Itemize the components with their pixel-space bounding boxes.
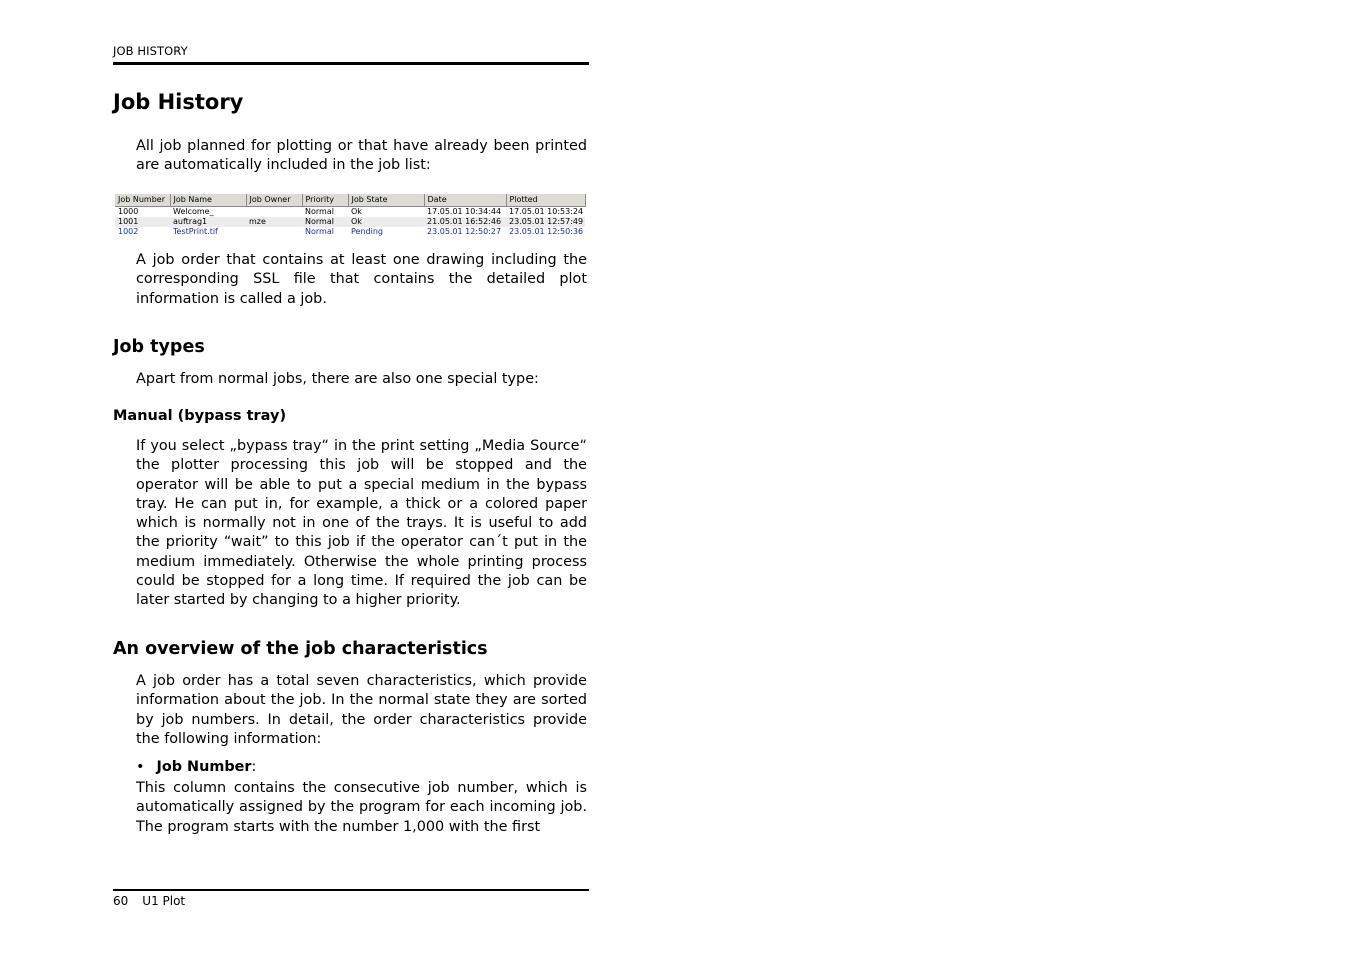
column-header-job-number[interactable]: Job Number	[115, 194, 170, 207]
table-row[interactable]	[115, 207, 585, 218]
cell-job-owner	[246, 227, 302, 237]
table-row[interactable]	[115, 227, 585, 237]
column-header-priority[interactable]: Priority	[302, 194, 348, 207]
cell-job-number: 1002	[118, 227, 139, 236]
cell-plotted: 17.05.01 10:53:24	[509, 207, 584, 216]
cell-date: 17.05.01 10:34:44	[427, 207, 502, 216]
cell-priority: Normal	[302, 217, 348, 227]
page-footer	[113, 894, 185, 908]
bullet-dot: •	[136, 759, 145, 775]
footer-product-name: U1 Plot	[142, 894, 186, 908]
column-header-job-name[interactable]: Job Name	[170, 194, 246, 207]
overview-paragraph: A job order has a total seven characteristics, which provide information about the job. In the normal state they are sorted by job numbers. In detail, the order characteristics provide the following information:	[136, 673, 587, 747]
job-number-paragraph: This column contains the consecutive job number, which is automatically assigned by the program for each incoming job. The program starts with the number 1,000 with the first	[136, 780, 587, 835]
cell-priority: Normal	[305, 207, 334, 216]
footer-rule	[113, 889, 589, 891]
bullet-suffix: :	[251, 759, 257, 775]
cell-date: 23.05.01 12:50:27	[427, 227, 502, 236]
job-types-paragraph: Apart from normal jobs, there are also one special type:	[136, 371, 539, 387]
manual-paragraph: If you select „bypass tray“ in the print setting „Media Source“ the plotter processing this job will be stopped and the operator will be able to put a special medium in the bypass tray. He can put in, for example, a thick or a colored paper which is normally not in one of the trays. It is useful to add the priority “wait” to this job if the operator can´t put in the medium immediately. Otherwise the whole printing process could be stopped for a long time. If required the job can be later started by changing to a higher priority.	[136, 438, 587, 609]
subsection-heading-manual: Manual (bypass tray)	[113, 408, 287, 424]
cell-job-name: auftrag1	[170, 217, 246, 227]
table-header-row	[115, 194, 585, 207]
cell-job-owner: mze	[246, 217, 302, 227]
cell-priority: Normal	[305, 227, 334, 236]
job-definition-paragraph: A job order that contains at least one drawing including the corresponding SSL file that contains the detailed plot information is called a job.	[136, 252, 587, 307]
cell-job-name: Welcome_	[173, 207, 214, 216]
header-rule	[113, 62, 589, 65]
cell-plotted: 23.05.01 12:50:36	[509, 227, 584, 236]
running-header: JOB HISTORY	[113, 44, 188, 58]
cell-job-number: 1001	[115, 217, 170, 227]
cell-job-state: Ok	[348, 217, 424, 227]
cell-date: 21.05.01 16:52:46	[424, 217, 506, 227]
intro-paragraph: All job planned for plotting or that have already been printed are automatically included in the job list:	[136, 138, 587, 174]
cell-job-state: Ok	[351, 207, 362, 216]
cell-plotted: 23.05.01 12:57:49	[506, 217, 585, 227]
section-heading-job-types: Job types	[113, 337, 205, 357]
page-number: 60	[113, 894, 129, 908]
cell-job-name: TestPrint.tif	[173, 227, 218, 236]
section-heading-overview: An overview of the job characteristics	[113, 639, 488, 659]
bullet-item-job-number	[136, 759, 256, 775]
cell-job-owner	[246, 207, 302, 218]
column-header-plotted[interactable]: Plotted	[506, 194, 585, 207]
job-history-table	[115, 194, 586, 237]
document-page	[113, 0, 589, 954]
column-header-date[interactable]: Date	[424, 194, 506, 207]
table-row[interactable]	[115, 217, 585, 227]
cell-job-number: 1000	[118, 207, 139, 216]
bullet-term: Job Number	[156, 759, 252, 775]
column-header-job-state[interactable]: Job State	[348, 194, 424, 207]
page-title: Job History	[113, 90, 244, 114]
column-header-job-owner[interactable]: Job Owner	[246, 194, 302, 207]
cell-job-state: Pending	[351, 227, 383, 236]
